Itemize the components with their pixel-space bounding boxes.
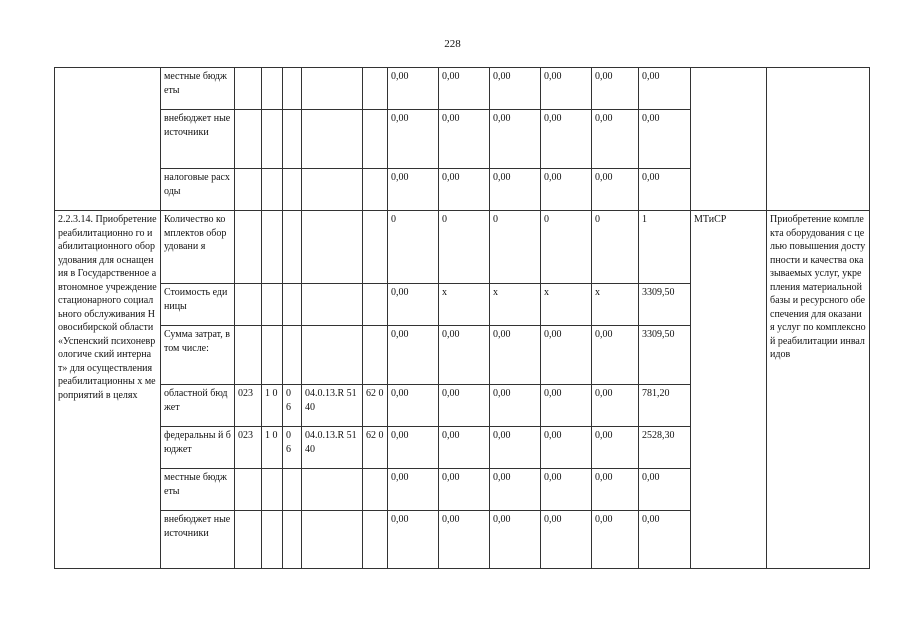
value-cell: x — [439, 284, 490, 326]
code-admin: 023 — [235, 385, 262, 427]
value-cell: 0,00 — [541, 110, 592, 169]
row-label: федеральны й бюджет — [161, 427, 235, 469]
value-cell: 3309,50 — [639, 326, 691, 385]
code-admin: 023 — [235, 427, 262, 469]
code-section — [262, 169, 283, 211]
value-cell: 0 — [592, 211, 639, 284]
code-subsection: 0 6 — [283, 427, 302, 469]
value-cell: 1 — [639, 211, 691, 284]
value-cell: 0,00 — [639, 511, 691, 569]
value-cell: 0,00 — [439, 110, 490, 169]
expected-result-cell: Приобретение комплекта оборудования с целью повышения доступности и качества оказываемых услуг, укрепления материальной базы и ресурсного обеспечения для оказания услуг по комплексной реабилитации инвалидов — [767, 211, 870, 569]
value-cell: 0,00 — [592, 469, 639, 511]
value-cell: 0,00 — [490, 169, 541, 211]
value-cell: 0 — [490, 211, 541, 284]
code-section — [262, 326, 283, 385]
value-cell: 0,00 — [490, 385, 541, 427]
value-cell: 781,20 — [639, 385, 691, 427]
code-target — [302, 68, 363, 110]
code-type — [363, 469, 388, 511]
value-cell: 0,00 — [541, 68, 592, 110]
value-cell: 0,00 — [439, 427, 490, 469]
value-cell: 0 — [439, 211, 490, 284]
code-admin — [235, 211, 262, 284]
value-cell: 0,00 — [541, 427, 592, 469]
value-cell: 0,00 — [592, 326, 639, 385]
value-cell: 0,00 — [639, 110, 691, 169]
row-label: Сумма затрат, в том числе: — [161, 326, 235, 385]
value-cell: 3309,50 — [639, 284, 691, 326]
value-cell: 0,00 — [388, 68, 439, 110]
value-cell: 0,00 — [439, 68, 490, 110]
value-cell: 0,00 — [490, 427, 541, 469]
carry-over-measure-cell — [55, 68, 161, 211]
row-label: Количество комплектов оборудовани я — [161, 211, 235, 284]
row-label: внебюджет ные источники — [161, 511, 235, 569]
code-section — [262, 469, 283, 511]
row-label: местные бюджеты — [161, 469, 235, 511]
value-cell: 0,00 — [388, 284, 439, 326]
code-section — [262, 68, 283, 110]
code-type — [363, 284, 388, 326]
value-cell: 0,00 — [490, 469, 541, 511]
code-type — [363, 511, 388, 569]
value-cell: x — [592, 284, 639, 326]
row-label: Стоимость единицы — [161, 284, 235, 326]
code-type — [363, 169, 388, 211]
value-cell: 0,00 — [541, 385, 592, 427]
code-section — [262, 511, 283, 569]
row-label: внебюджет ные источники — [161, 110, 235, 169]
value-cell: x — [541, 284, 592, 326]
value-cell: 0,00 — [439, 169, 490, 211]
code-section — [262, 284, 283, 326]
value-cell: 0 — [388, 211, 439, 284]
value-cell: 0,00 — [388, 326, 439, 385]
code-type: 62 0 — [363, 385, 388, 427]
value-cell: 2528,30 — [639, 427, 691, 469]
code-subsection: 0 6 — [283, 385, 302, 427]
value-cell: 0,00 — [592, 427, 639, 469]
code-type: 62 0 — [363, 427, 388, 469]
code-target: 04.0.13.R 5140 — [302, 385, 363, 427]
table-row — [55, 68, 870, 110]
table-row — [55, 211, 870, 284]
budget-table — [54, 67, 870, 569]
value-cell: 0,00 — [388, 427, 439, 469]
code-admin — [235, 511, 262, 569]
value-cell: 0,00 — [592, 511, 639, 569]
value-cell: 0 — [541, 211, 592, 284]
value-cell: 0,00 — [490, 110, 541, 169]
value-cell: 0,00 — [388, 469, 439, 511]
executor-cell: МТиСР — [691, 211, 767, 569]
code-target — [302, 169, 363, 211]
row-label: налоговые расходы — [161, 169, 235, 211]
value-cell: 0,00 — [592, 385, 639, 427]
code-admin — [235, 284, 262, 326]
code-target — [302, 326, 363, 385]
measure-title: 2.2.3.14. Приобретение реабилитационно го и абилитационного оборудования для оснащения в Государственное автономное учреждение стационарного социального обслуживания Новосибирской области «Успенский психоневрологиче ский интернат» для осуществления реабилитационны х мероприятий в целях — [55, 211, 161, 569]
value-cell: 0,00 — [439, 511, 490, 569]
code-type — [363, 326, 388, 385]
value-cell: 0,00 — [388, 511, 439, 569]
code-subsection — [283, 284, 302, 326]
code-target — [302, 511, 363, 569]
value-cell: 0,00 — [541, 326, 592, 385]
code-subsection — [283, 511, 302, 569]
code-subsection — [283, 68, 302, 110]
row-label: областной бюджет — [161, 385, 235, 427]
code-subsection — [283, 169, 302, 211]
code-admin — [235, 169, 262, 211]
value-cell: 0,00 — [439, 326, 490, 385]
value-cell: 0,00 — [541, 469, 592, 511]
code-section: 1 0 — [262, 385, 283, 427]
code-section — [262, 211, 283, 284]
code-target: 04.0.13.R 5140 — [302, 427, 363, 469]
value-cell: 0,00 — [592, 169, 639, 211]
code-subsection — [283, 469, 302, 511]
code-section: 1 0 — [262, 427, 283, 469]
code-subsection — [283, 326, 302, 385]
code-target — [302, 469, 363, 511]
code-type — [363, 211, 388, 284]
code-subsection — [283, 211, 302, 284]
value-cell: x — [490, 284, 541, 326]
code-type — [363, 68, 388, 110]
code-admin — [235, 110, 262, 169]
value-cell: 0,00 — [639, 469, 691, 511]
code-subsection — [283, 110, 302, 169]
code-target — [302, 211, 363, 284]
value-cell: 0,00 — [592, 68, 639, 110]
carry-over-result-cell — [767, 68, 870, 211]
row-label: местные бюджеты — [161, 68, 235, 110]
value-cell: 0,00 — [439, 469, 490, 511]
code-admin — [235, 469, 262, 511]
value-cell: 0,00 — [388, 385, 439, 427]
value-cell: 0,00 — [592, 110, 639, 169]
code-target — [302, 110, 363, 169]
value-cell: 0,00 — [490, 68, 541, 110]
value-cell: 0,00 — [639, 68, 691, 110]
code-section — [262, 110, 283, 169]
value-cell: 0,00 — [388, 110, 439, 169]
value-cell: 0,00 — [541, 511, 592, 569]
value-cell: 0,00 — [541, 169, 592, 211]
value-cell: 0,00 — [490, 511, 541, 569]
value-cell: 0,00 — [439, 385, 490, 427]
value-cell: 0,00 — [490, 326, 541, 385]
code-target — [302, 284, 363, 326]
value-cell: 0,00 — [388, 169, 439, 211]
carry-over-executor-cell — [691, 68, 767, 211]
code-admin — [235, 326, 262, 385]
value-cell: 0,00 — [639, 169, 691, 211]
code-type — [363, 110, 388, 169]
page-number: 228 — [444, 38, 461, 50]
code-admin — [235, 68, 262, 110]
